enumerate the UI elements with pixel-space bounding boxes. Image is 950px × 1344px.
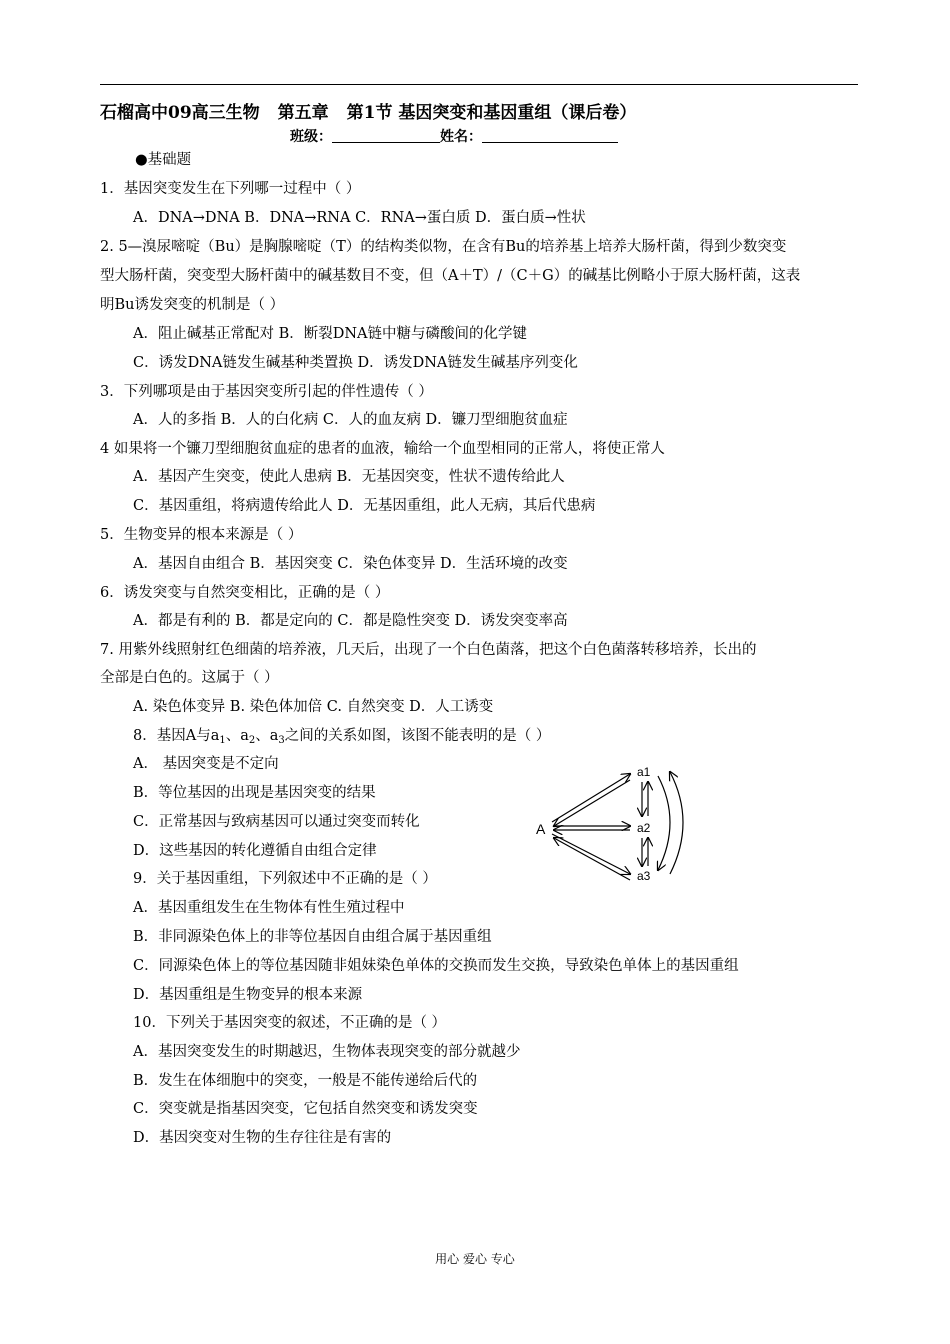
sub-2: 2 <box>248 735 256 746</box>
diagram-label-a3: a3 <box>637 869 651 883</box>
title-school: 石榴高中09高三生物 <box>100 103 260 123</box>
question-3-options: A．人的多指 B．人的白化病 C．人的血友病 D．镰刀型细胞贫血症 <box>133 412 568 428</box>
question-8-option-c: C．正常基因与致病基因可以通过突变而转化 <box>133 814 420 830</box>
question-9-option-b: B．非同源染色体上的非等位基因自由组合属于基因重组 <box>133 929 492 945</box>
diagram-label-a2: a2 <box>637 821 651 835</box>
sub-3: 3 <box>278 735 285 746</box>
diagram-arrows <box>552 772 683 880</box>
question-4-options-ab: A．基因产生突变，使此人患病 B．无基因突变，性状不遗传给此人 <box>133 469 565 485</box>
question-2-options-ab: A．阻止碱基正常配对 B．断裂DNA链中糖与磷酸间的化学键 <box>133 326 528 342</box>
question-2-line-1: 2. 5—溴尿嘧啶（Bu）是胸腺嘧啶（T）的结构类似物，在含有Bu的培养基上培养大肠杆菌，得到少数突变 <box>100 239 787 255</box>
question-1-options: A．DNA→DNA B．DNA→RNA C．RNA→蛋白质 D．蛋白质→性状 <box>133 210 586 226</box>
question-10-option-b: B．发生在体细胞中的突变，一般是不能传递给后代的 <box>133 1073 478 1089</box>
question-10-option-a: A．基因突变发生的时期越迟，生物体表现突变的部分就越少 <box>133 1044 521 1060</box>
question-6: 6．诱发突变与自然突变相比，正确的是（ ） <box>100 585 390 601</box>
question-1: 1．基因突变发生在下列哪一过程中（ ） <box>100 181 361 197</box>
page-footer: 用心 爱心 专心 <box>435 1252 515 1266</box>
question-10-option-c: C．突变就是指基因突变，它包括自然突变和诱发突变 <box>133 1101 478 1117</box>
question-8-option-d: D．这些基因的转化遵循自由组合定律 <box>133 843 377 859</box>
question-8-option-b: B．等位基因的出现是基因突变的结果 <box>133 785 376 801</box>
section-basic-heading: ●基础题 <box>135 152 192 168</box>
question-8-option-a: A． 基因突变是不定向 <box>133 756 279 772</box>
question-10-option-d: D．基因突变对生物的生存往往是有害的 <box>133 1130 392 1146</box>
question-8-text-b: 之间的关系如图，该图不能表明的是（ ） <box>284 728 551 744</box>
title-section: 第1节 基因突变和基因重组（课后卷） <box>346 103 637 123</box>
title-chapter: 第五章 <box>277 103 329 123</box>
question-5-options: A．基因自由组合 B．基因突变 C．染色体变异 D．生活环境的改变 <box>133 556 568 572</box>
question-8-text-a: 8．基因A与a <box>133 728 220 744</box>
question-7-line-2: 全部是白色的。这属于（ ） <box>100 670 279 686</box>
question-9-option-a: A．基因重组发生在生物体有性生殖过程中 <box>133 900 405 916</box>
question-10: 10．下列关于基因突变的叙述，不正确的是（ ） <box>133 1015 447 1031</box>
sub-1: 1 <box>219 735 226 746</box>
question-2-options-cd: C．诱发DNA链发生碱基种类置换 D．诱发DNA链发生碱基序列变化 <box>133 355 578 371</box>
sep-2: 、a <box>255 728 279 744</box>
question-9-option-c: C．同源染色体上的等位基因随非姐妹染色单体的交换而发生交换，导致染色单体上的基因重组 <box>133 958 739 974</box>
class-field[interactable] <box>332 128 440 143</box>
page-title <box>100 98 636 123</box>
sep-1: 、a <box>225 728 249 744</box>
question-5: 5．生物变异的根本来源是（ ） <box>100 527 303 543</box>
question-9: 9．关于基因重组，下列叙述中不正确的是（ ） <box>133 871 437 887</box>
name-label: 姓名： <box>440 129 482 145</box>
name-field[interactable] <box>482 128 618 143</box>
question-7-options: A. 染色体变异 B. 染色体加倍 C. 自然突变 D．人工诱变 <box>133 699 494 715</box>
question-6-options: A．都是有利的 B．都是定向的 C．都是隐性突变 D．诱发突变率高 <box>133 613 568 629</box>
diagram-label-a1: a1 <box>637 765 651 779</box>
class-label: 班级： <box>290 129 332 145</box>
question-3: 3．下列哪项是由于基因突变所引起的伴性遗传（ ） <box>100 384 433 400</box>
question-2-line-3: 明Bu诱发突变的机制是（ ） <box>100 297 285 313</box>
question-4-options-cd: C．基因重组，将病遗传给此人 D．无基因重组，此人无病，其后代患病 <box>133 498 596 514</box>
question-7-line-1: 7. 用紫外线照射红色细菌的培养液，几天后，出现了一个白色菌落，把这个白色菌落转移培养，长出的 <box>100 642 757 658</box>
question-4: 4 如果将一个镰刀型细胞贫血症的患者的血液，输给一个血型相同的正常人，将使正常人 <box>100 441 665 457</box>
gene-mutation-diagram <box>530 762 700 888</box>
student-info <box>290 126 618 146</box>
diagram-label-A: A <box>536 821 546 837</box>
header-rule <box>100 84 858 85</box>
question-9-option-d: D．基因重组是生物变异的根本来源 <box>133 987 363 1003</box>
question-8 <box>133 726 550 746</box>
question-2-line-2: 型大肠杆菌，突变型大肠杆菌中的碱基数目不变，但（A＋T）/（C＋G）的碱基比例略小于原大肠杆菌，这表 <box>100 268 801 284</box>
